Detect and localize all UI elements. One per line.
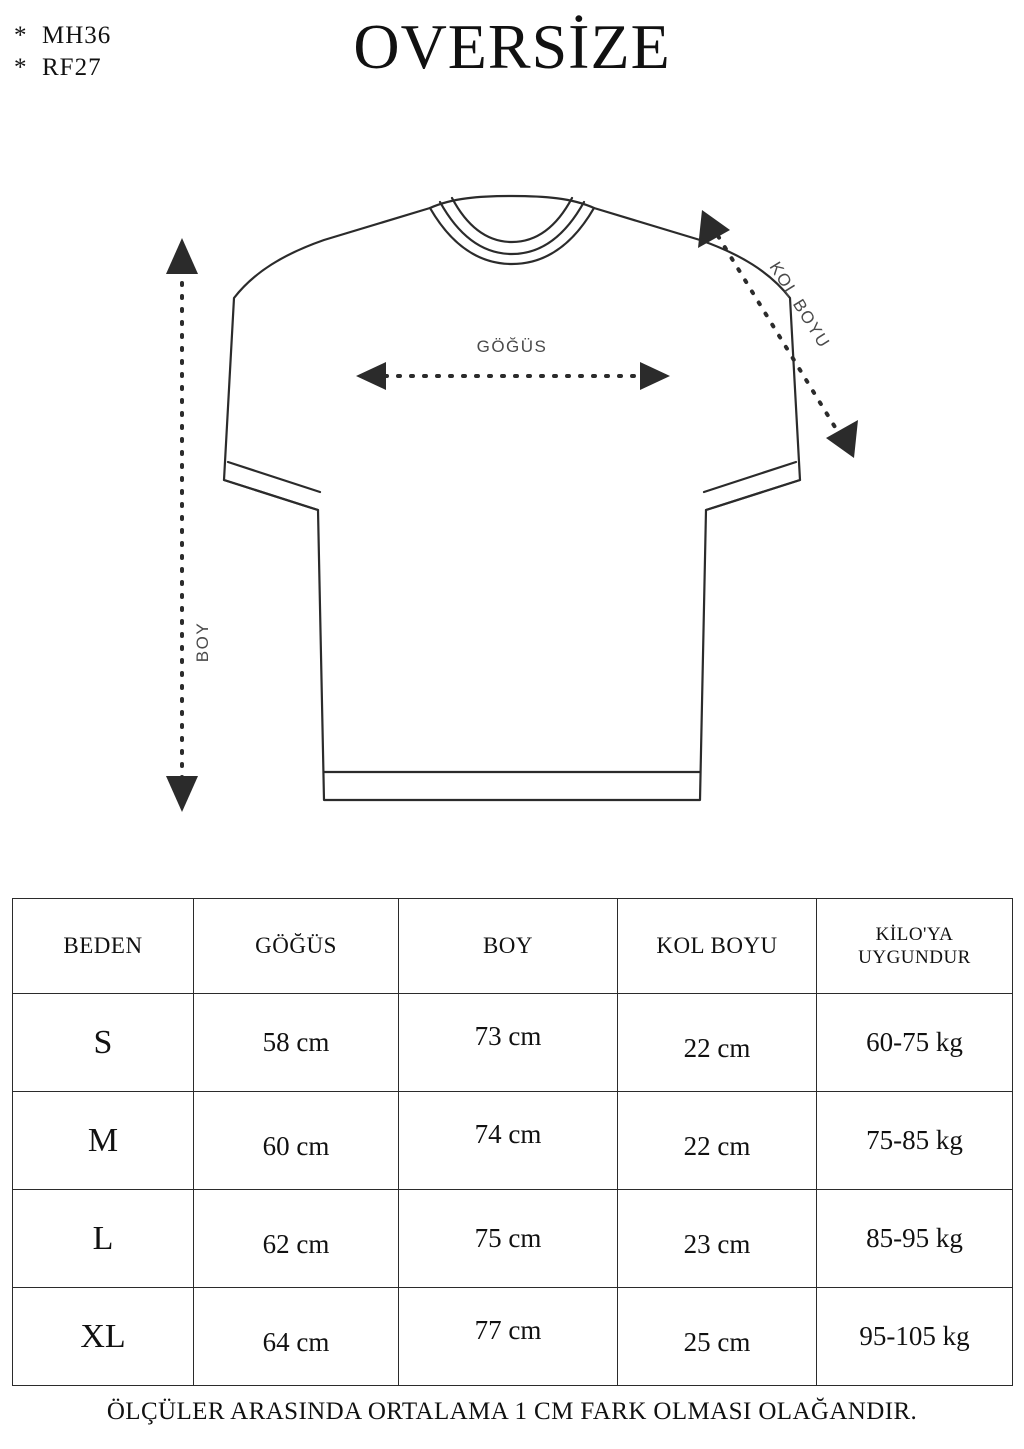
sleeve-measure-arrow: [698, 210, 858, 458]
size-table: [12, 898, 1013, 1386]
cell-sleeve: 22 cm: [618, 1098, 817, 1196]
column-header-size: BEDEN: [13, 899, 194, 994]
column-header-weight: [817, 899, 1013, 994]
cell-size: XL: [13, 1288, 194, 1386]
cell-length: 77 cm: [399, 1282, 618, 1380]
cell-chest: 60 cm: [194, 1098, 399, 1196]
cell-sleeve: 22 cm: [618, 1000, 817, 1098]
measurement-note: ÖLÇÜLER ARASINDA ORTALAMA 1 CM FARK OLMASI OLAĞANDIR.: [106, 1398, 918, 1425]
cell-weight: 75-85 kg: [817, 1092, 1013, 1190]
cell-size: S: [13, 994, 194, 1092]
column-header-weight-line2: UYGUNDUR: [858, 947, 971, 968]
sleeve-label: KOL BOYU: [765, 258, 834, 352]
table-row: [13, 1190, 1013, 1288]
column-header-sleeve: KOL BOYU: [618, 899, 817, 994]
table-row: [13, 1288, 1013, 1386]
table-header-row: [13, 899, 1013, 994]
cell-length: 74 cm: [399, 1086, 618, 1184]
column-header-length: BOY: [399, 899, 618, 994]
cell-size: M: [13, 1092, 194, 1190]
cell-chest: 62 cm: [194, 1196, 399, 1294]
length-measure-arrow: [166, 238, 198, 812]
length-label: BOY: [193, 621, 212, 663]
column-header-chest: GÖĞÜS: [194, 899, 399, 994]
cell-weight: 95-105 kg: [817, 1288, 1013, 1386]
tshirt-diagram: [0, 180, 1024, 880]
product-code-1: * MH36: [14, 22, 112, 49]
chest-measure-arrow: [356, 362, 670, 390]
cell-chest: 64 cm: [194, 1294, 399, 1392]
size-table-container: [12, 898, 1012, 1386]
page-title: OVERSİZE: [353, 11, 671, 82]
cell-size: L: [13, 1190, 194, 1288]
cell-length: 73 cm: [399, 988, 618, 1086]
product-code-2: * RF27: [14, 54, 102, 81]
cell-sleeve: 23 cm: [618, 1196, 817, 1294]
cell-chest: 58 cm: [194, 994, 399, 1092]
table-row: [13, 1092, 1013, 1190]
cell-weight: 85-95 kg: [817, 1190, 1013, 1288]
cell-sleeve: 25 cm: [618, 1294, 817, 1392]
column-header-weight-line1: KİLO'YA: [875, 924, 954, 945]
table-row: [13, 994, 1013, 1092]
cell-length: 75 cm: [399, 1190, 618, 1288]
cell-weight: 60-75 kg: [817, 994, 1013, 1092]
chest-label: GÖĞÜS: [476, 337, 548, 356]
